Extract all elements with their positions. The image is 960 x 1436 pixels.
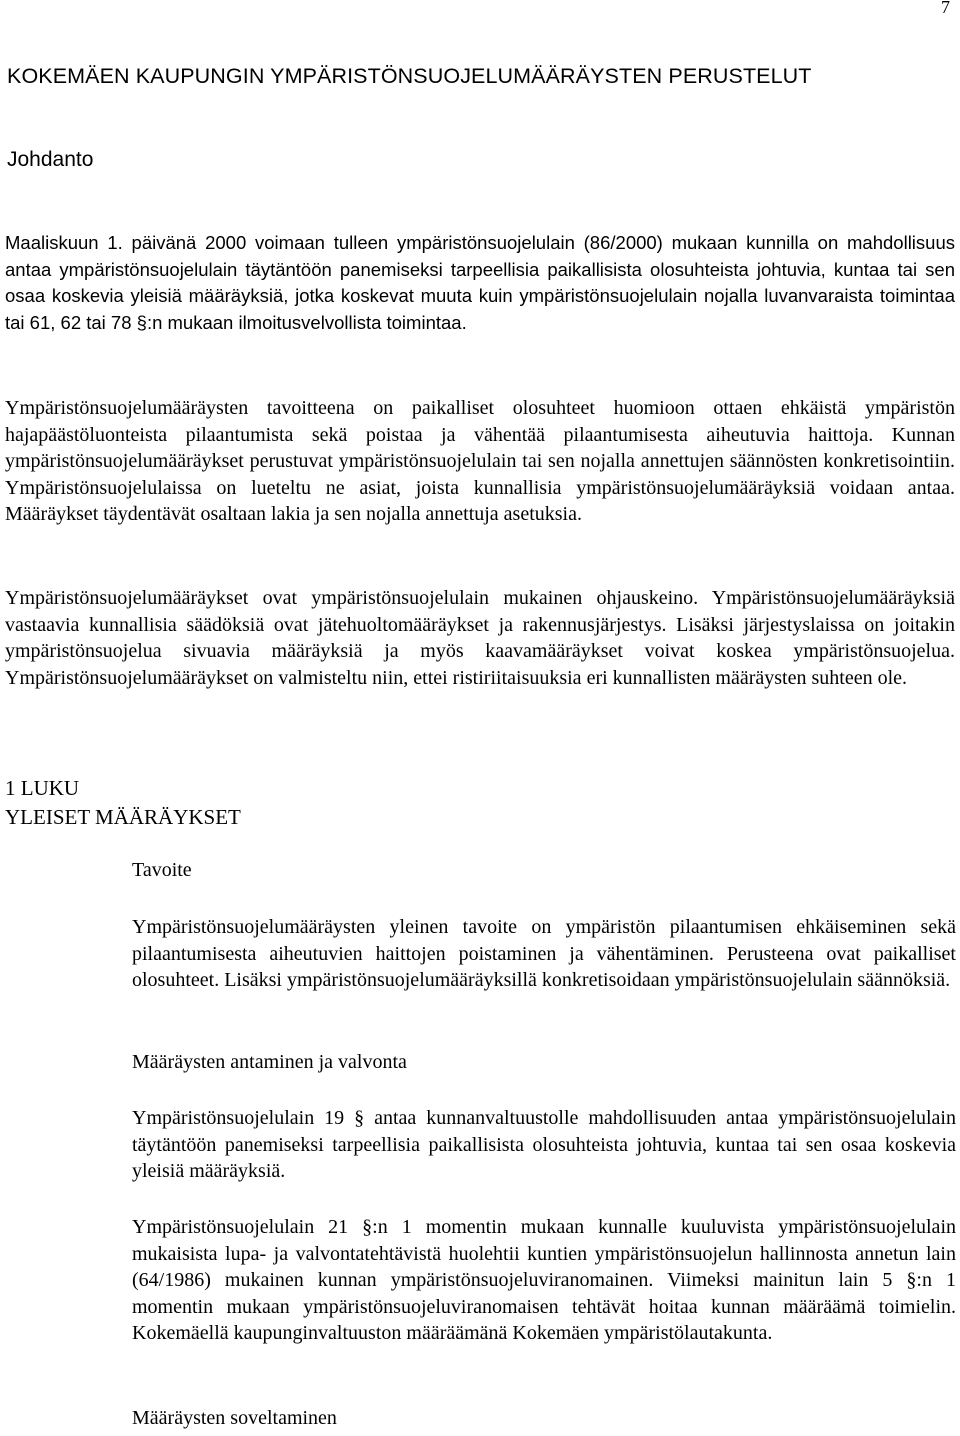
subheading-soveltaminen: Määräysten soveltaminen <box>132 1407 337 1429</box>
page-number: 7 <box>941 0 950 17</box>
antaminen-paragraph-1: Ympäristönsuojelulain 19 § antaa kunnanvaltuustolle mahdollisuuden antaa ympäristönsuojelulain täytäntöön panemiseksi tarpeellisia paikallisista olosuhteista johtuvia, kuntaa tai sen osaa koskevia yleisiä määräyksiä. <box>132 1107 956 1183</box>
chapter-heading <box>5 774 241 832</box>
intro-paragraph-1: Maaliskuun 1. päivänä 2000 voimaan tulleen ympäristönsuojelulain (86/2000) mukaan kunnilla on mahdollisuus antaa ympäristönsuojelulain täytäntöön panemiseksi tarpeellisia paikallisista olosuhteista johtuvia, kuntaa tai sen osaa koskevia yleisiä määräyksiä, jotka koskevat muuta kuin ympäristönsuojelulain nojalla luvanvaraista toimintaa tai 61, 62 tai 78 §:n mukaan ilmoitusvelvollista toimintaa. <box>5 232 955 333</box>
intro-heading: Johdanto <box>7 148 94 171</box>
intro-paragraph-3: Ympäristönsuojelumääräykset ovat ympäristönsuojelulain mukainen ohjauskeino. Ympäristönsuojelumääräyksiä vastaavia kunnallisia säädöksiä ovat jätehuoltomääräykset ja rakennusjärjestys. Lisäksi järjestyslaissa on joitakin ympäristönsuojelua sivuavia määräyksiä ja myös kaavamääräykset voivat koskea ympäristönsuojelua. Ympäristönsuojelumääräykset on valmisteltu niin, ettei ristiriitaisuuksia eri kunnallisten määräysten suhteen ole. <box>5 587 955 689</box>
chapter-title: YLEISET MÄÄRÄYKSET <box>5 805 241 829</box>
antaminen-paragraph-2: Ympäristönsuojelulain 21 §:n 1 momentin mukaan kunnalle kuuluvista ympäristönsuojelulain mukaisista lupa- ja valvontatehtävistä huolehtii kuntien ympäristönsuojelun hallinnosta annetun lain (64/1986) mukainen kunnan ympäristönsuojeluviranomainen. Viimeksi mainitun lain 5 §:n 1 momentin mukaan ympäristönsuojeluviranomaisen tehtävät hoitaa kunnan määräämä toimielin. Kokemäellä kaupunginvaltuuston määräämänä Kokemäen ympäristölautakunta. <box>132 1216 956 1345</box>
chapter-number: 1 LUKU <box>5 776 80 800</box>
subheading-tavoite: Tavoite <box>132 859 192 881</box>
document-title: KOKEMÄEN KAUPUNGIN YMPÄRISTÖNSUOJELUMÄÄRÄYSTEN PERUSTELUT <box>7 64 812 88</box>
intro-paragraph-2: Ympäristönsuojelumääräysten tavoitteena on paikalliset olosuhteet huomioon ottaen ehkäistä ympäristön hajapäästöluonteista pilaantumista sekä poistaa ja vähentää pilaantumisesta aiheutuvia haittoja. Kunnan ympäristönsuojelumääräykset perustuvat ympäristönsuojelulain tai sen nojalla annettujen säännösten konkretisointiin. Ympäristönsuojelulaissa on lueteltu ne asiat, joista kunnallisia ympäristönsuojelumääräyksiä voidaan antaa. Määräykset täydentävät osaltaan lakia ja sen nojalla annettuja asetuksia. <box>5 397 955 526</box>
subheading-antaminen: Määräysten antaminen ja valvonta <box>132 1051 407 1073</box>
tavoite-paragraph: Ympäristönsuojelumääräysten yleinen tavoite on ympäristön pilaantumisen ehkäiseminen sekä pilaantumisesta aiheutuvien haittojen poistaminen ja vähentäminen. Perusteena ovat paikalliset olosuhteet. Lisäksi ympäristönsuojelumääräyksillä konkretisoidaan ympäristönsuojelulain säännöksiä. <box>132 916 956 992</box>
